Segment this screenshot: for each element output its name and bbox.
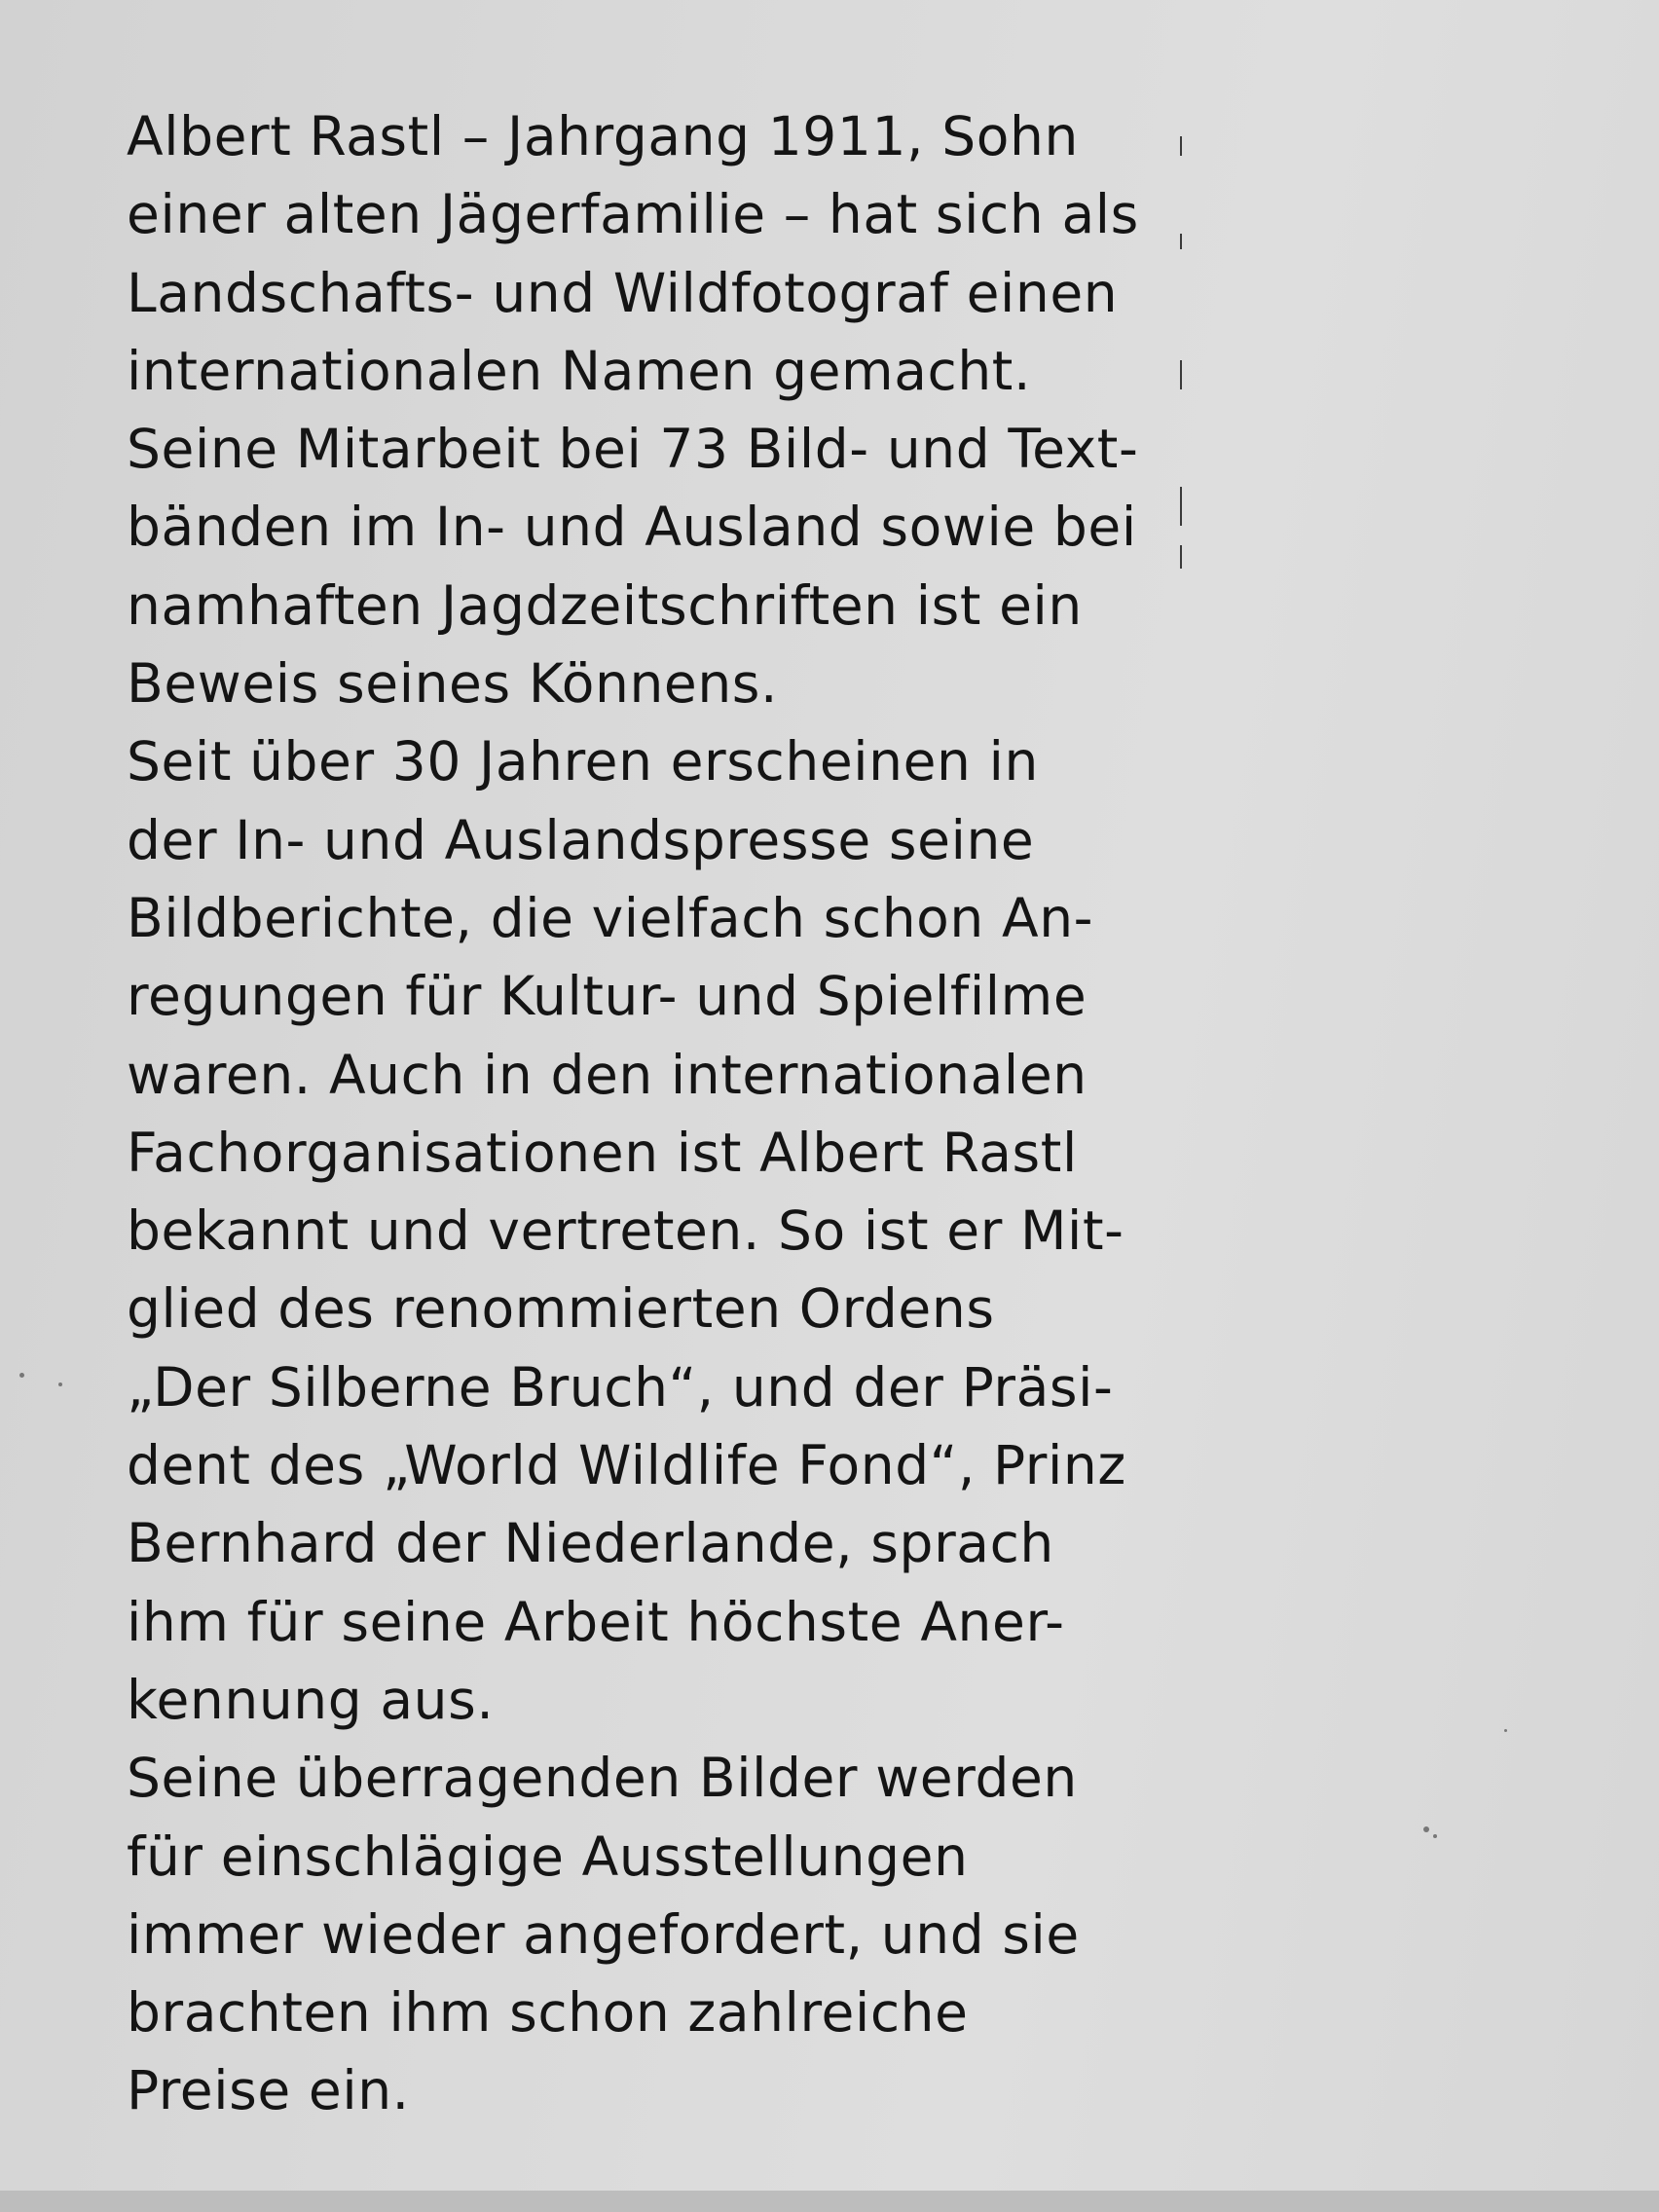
edge-mark (1180, 234, 1182, 249)
text-line: regungen für Kultur- und Spielfilme (127, 965, 1088, 1028)
speckle (58, 1382, 62, 1386)
edge-mark (1180, 487, 1182, 526)
text-line: internationalen Namen gemacht. (127, 339, 1032, 402)
text-line: Albert Rastl – Jahrgang 1911, Sohn (127, 105, 1079, 167)
text-line: Landschafts- und Wildfotograf einen (127, 261, 1119, 324)
text-line: waren. Auch in den internationalen (127, 1043, 1088, 1106)
text-line: einer alten Jägerfamilie – hat sich als (127, 183, 1139, 246)
text-line: ihm für seine Arbeit höchste Aner- (127, 1590, 1065, 1653)
speckle (1504, 1729, 1507, 1732)
text-line: Preise ein. (127, 2059, 410, 2122)
text-line: für einschlägige Ausstellungen (127, 1825, 969, 1888)
text-line: bänden im In- und Ausland sowie bei (127, 496, 1137, 559)
text-line: bekannt und vertreten. So ist er Mit- (127, 1199, 1124, 1263)
text-line: namhaften Jagdzeitschriften ist ein (127, 573, 1083, 637)
text-line: immer wieder angefordert, und sie (127, 1902, 1080, 1966)
text-line: glied des renommierten Ordens (127, 1277, 995, 1341)
text-line: der In- und Auslandspresse seine (127, 808, 1035, 871)
edge-mark (1180, 545, 1182, 569)
text-line: brachten ihm schon zahlreiche (127, 1981, 969, 2045)
text-line: „Der Silberne Bruch“, und der Präsi- (127, 1355, 1114, 1419)
text-line: Seit über 30 Jahren erscheinen in (127, 730, 1039, 793)
text-line: Bildberichte, die vielfach schon An- (127, 886, 1094, 949)
speckle (1433, 1834, 1437, 1838)
text-line: kennung aus. (127, 1668, 495, 1731)
edge-mark (1180, 136, 1182, 156)
text-line: Seine Mitarbeit bei 73 Bild- und Text- (127, 418, 1139, 481)
body-text (127, 97, 1198, 2130)
text-line: Seine überragenden Bilder werden (127, 1747, 1078, 1810)
speckle (1423, 1826, 1429, 1832)
text-line: Bernhard der Niederlande, sprach (127, 1512, 1054, 1575)
speckle (19, 1373, 24, 1378)
text-line: dent des „World Wildlife Fond“, Prinz (127, 1434, 1126, 1497)
text-line: Fachorganisationen ist Albert Rastl (127, 1121, 1078, 1184)
edge-mark (1180, 360, 1182, 389)
text-line: Beweis seines Könnens. (127, 652, 779, 716)
bottom-strip (0, 2191, 1659, 2212)
